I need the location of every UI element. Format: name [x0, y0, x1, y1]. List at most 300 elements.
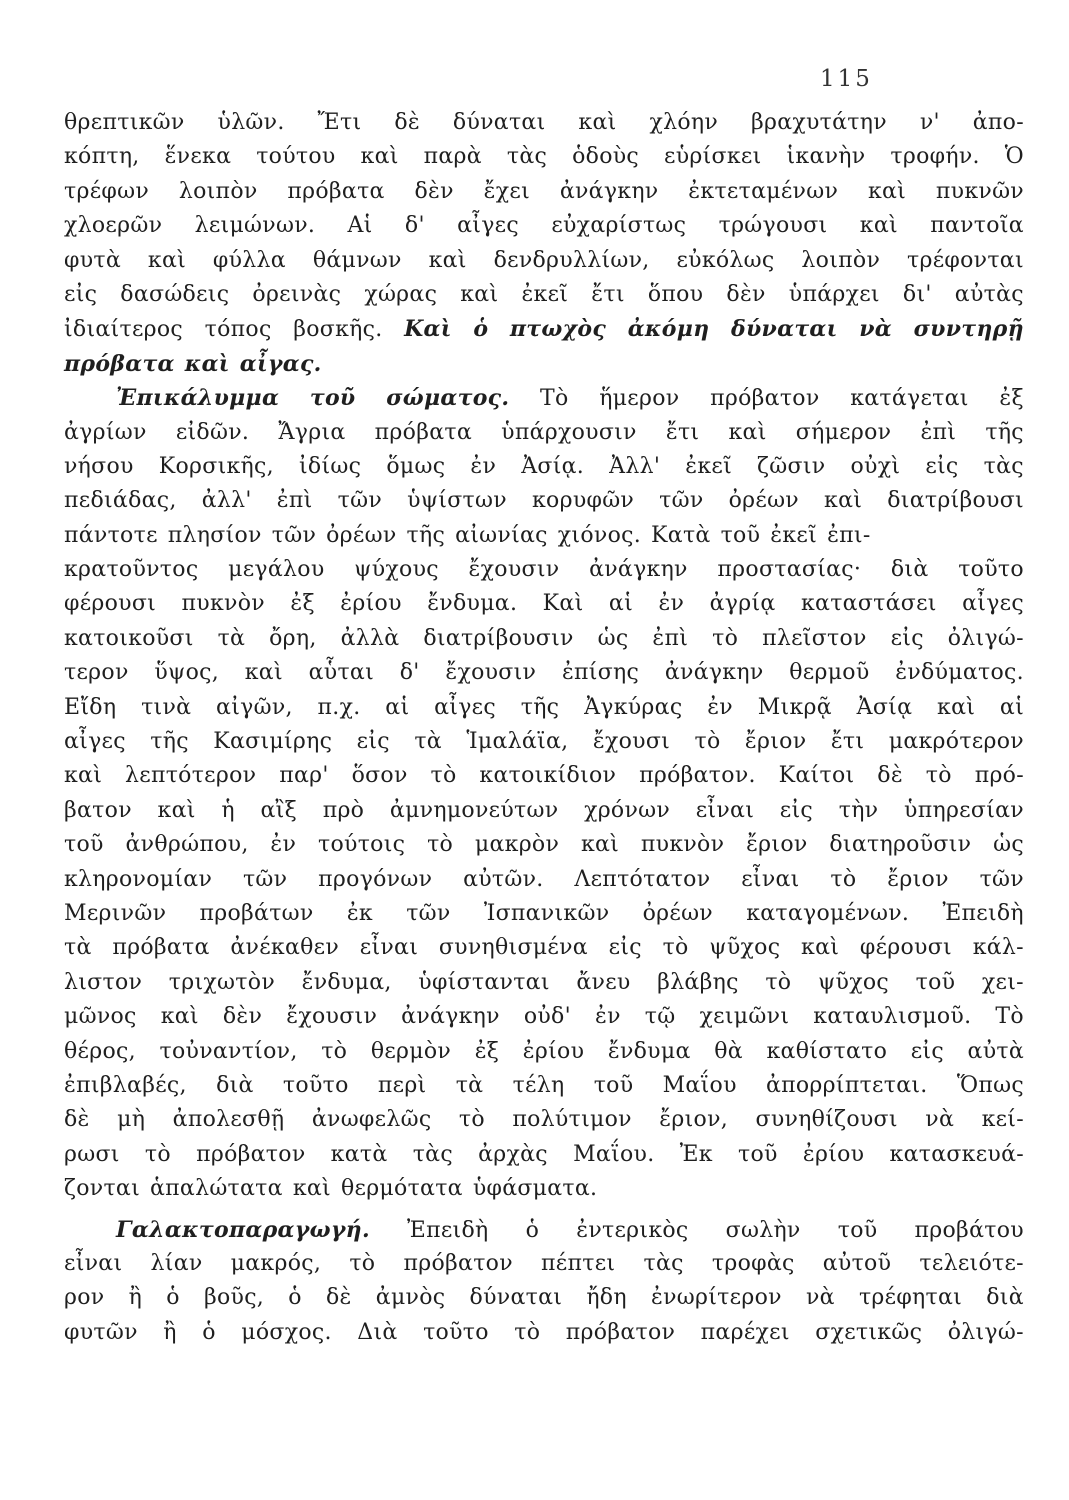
word: ὀρέων: [642, 900, 713, 926]
word: τὰς: [506, 144, 548, 170]
word: αἱ: [385, 694, 410, 720]
word: ὅμως: [386, 453, 446, 479]
word: τούτου: [256, 144, 336, 170]
text-line: [64, 1172, 1024, 1206]
word: ἐπὶ: [276, 488, 313, 514]
word: νὰ: [925, 1107, 955, 1133]
word: πλησίον: [167, 522, 262, 548]
word: καὶ: [578, 110, 617, 135]
word: ὀλιγώ-: [947, 625, 1024, 651]
text-line: [64, 416, 1024, 450]
word: συνηθίζουσι: [755, 1107, 898, 1133]
word: τῶν: [337, 488, 383, 514]
word: ἔριον: [746, 832, 808, 858]
word: τὰ: [217, 625, 246, 651]
word: αἶγες: [457, 213, 519, 239]
word: κάλ-: [972, 935, 1024, 961]
word: ἰδίως: [299, 453, 362, 479]
word: χειμῶνι: [699, 1004, 790, 1030]
word: τοῦ: [720, 522, 761, 548]
word: ἐντερικὸς: [576, 1217, 689, 1243]
word: ἐξ: [290, 591, 315, 617]
word: δὲν: [726, 281, 766, 307]
text-line: [64, 828, 1024, 862]
word: ἐκ: [346, 900, 373, 926]
bold-word: σώματος.: [386, 385, 510, 412]
page-number: 115: [820, 66, 873, 92]
word: κατοικοῦσι: [64, 625, 194, 651]
bold-word: πρόβατα: [64, 350, 175, 377]
word: φυτὰ: [64, 247, 122, 273]
word: αὗται: [308, 660, 374, 686]
bold-word: ὁ: [473, 316, 489, 343]
word: θάμνων: [312, 247, 402, 273]
word: ἤδη: [586, 1285, 627, 1311]
word: ἐν: [270, 832, 297, 858]
word: Ἄγρια: [278, 419, 346, 445]
word: τὸ: [430, 763, 457, 789]
word: καὶ: [801, 935, 840, 961]
word: τέλη: [512, 1072, 565, 1098]
word: Διὰ: [357, 1319, 398, 1345]
word: συνηθισμένα: [438, 935, 588, 961]
word: αἱ: [999, 694, 1024, 720]
word: προβάτου: [914, 1217, 1024, 1243]
word: ἢ: [163, 1319, 177, 1345]
word: τρέφηται: [858, 1285, 963, 1311]
word: χρόνων: [584, 797, 671, 823]
word: καθίστατο: [766, 1038, 888, 1064]
word: φυτῶν: [64, 1319, 138, 1345]
word: αὐτοῦ: [822, 1250, 892, 1276]
word: ἔριον: [744, 729, 807, 755]
word: ὁ: [525, 1217, 540, 1243]
text-line: [64, 691, 1024, 725]
bold-word: συντηρῇ: [913, 316, 1024, 343]
word: χώρας: [364, 281, 438, 307]
text-line: [64, 587, 1024, 621]
word: ἀνέκαθεν: [230, 935, 340, 961]
word: Ἔτι: [317, 110, 362, 135]
word: μακρὸν: [474, 832, 560, 858]
body-text: [64, 106, 1024, 1350]
word: νὰ: [805, 1285, 835, 1311]
word: ἀμνὸς: [375, 1285, 446, 1311]
word: κορυφῶν: [531, 488, 635, 514]
word: κεί-: [981, 1107, 1024, 1133]
text-line: [64, 553, 1024, 587]
word: κατὰ: [330, 1141, 388, 1167]
word: σήμερον: [795, 419, 892, 445]
word: ἔτι: [830, 729, 865, 755]
word: αἶγες: [434, 694, 496, 720]
word: βατον: [64, 797, 132, 823]
word: εὐχαρίστως: [551, 213, 687, 239]
word: ὀρέων: [326, 522, 397, 548]
text-line: [64, 450, 1024, 484]
word: τὸ: [321, 1038, 348, 1064]
word: κρατοῦντος: [64, 557, 199, 583]
bold-word: Γαλακτοπαραγωγή.: [116, 1216, 370, 1243]
word: πρόβατα: [374, 419, 473, 445]
text-line: [64, 519, 1024, 553]
word: ἕνεκα: [164, 144, 232, 170]
word: αὐτῶν.: [463, 866, 544, 892]
word: καταυλισμοῦ.: [813, 1004, 972, 1030]
word: Τὸ: [995, 1004, 1024, 1030]
text-line: [64, 966, 1024, 1000]
word: ἐπι-: [827, 522, 871, 548]
word: λιστον: [64, 969, 143, 995]
word: Κασιμίρης: [213, 729, 333, 755]
word: ἐπὶ: [920, 419, 957, 445]
word: κόπτη,: [64, 144, 140, 170]
word: τῶν: [659, 488, 704, 514]
word: χλοερῶν: [64, 213, 163, 239]
word: αὐτὰς: [954, 281, 1024, 307]
text-line: [64, 1035, 1024, 1069]
word: ἰδιαίτερος: [64, 317, 184, 343]
word: διὰ: [986, 1285, 1024, 1311]
word: τοῦ: [915, 969, 956, 995]
word: παρ': [279, 763, 329, 789]
word: κατασκευά-: [889, 1141, 1024, 1167]
word: τῶν: [242, 866, 288, 892]
bold-word: καὶ: [184, 350, 230, 377]
word: βραχυτάτην: [750, 110, 887, 135]
word: ἀνωφελῶς: [311, 1107, 432, 1133]
word: διατηροῦσιν: [829, 832, 972, 858]
word: ἐξ: [474, 1038, 500, 1064]
word: Μαΐου.: [573, 1141, 655, 1167]
word: διὰ: [216, 1072, 254, 1098]
word: τρέφων: [64, 178, 150, 204]
word: καὶ: [147, 247, 187, 273]
word: ὑπηρεσίαν: [904, 797, 1024, 823]
word: Αἱ: [347, 213, 373, 239]
word: πρόβατον.: [639, 763, 756, 789]
word: ψῦχος: [709, 935, 781, 961]
word: ἐπιβλαβές,: [64, 1072, 187, 1098]
word: εἶναι: [359, 935, 419, 961]
word: μακρός,: [230, 1250, 322, 1276]
word: καταγομένων.: [746, 900, 910, 926]
word: ἐρίου: [522, 1038, 585, 1064]
word: ὀρεινὰς: [252, 281, 342, 307]
word: ἀνάγκην: [401, 1004, 500, 1030]
word: τὰς: [983, 453, 1024, 479]
word: εἰς: [890, 625, 924, 651]
word: περὶ: [377, 1072, 427, 1098]
text-line: [64, 931, 1024, 965]
word: φέρουσι: [64, 591, 157, 617]
bold-word: πτωχὸς: [509, 316, 607, 343]
word: Ἀσίᾳ.: [521, 453, 585, 479]
text-line: [64, 1000, 1024, 1034]
word: φύλλα: [212, 247, 286, 273]
word: καὶ: [824, 488, 863, 514]
word: δὲ: [394, 110, 420, 135]
word: πλεῖστον: [762, 625, 867, 651]
word: κατάγεται: [850, 386, 969, 412]
word: μῶνος: [64, 1004, 137, 1030]
word: Ἱμαλάϊα,: [466, 729, 569, 755]
word: ἔριον,: [659, 1107, 729, 1133]
word: Μαΐου: [662, 1072, 737, 1098]
text-line: [64, 312, 1024, 346]
word: τόπος: [204, 317, 272, 343]
word: ἀπορρίπτεται.: [765, 1072, 928, 1098]
text-line: [64, 1316, 1024, 1350]
word: κληρονομίαν: [64, 866, 213, 892]
word: λειμώνων.: [194, 213, 316, 239]
word: τὰς: [412, 1141, 453, 1167]
word: τὸ: [349, 1250, 376, 1276]
word: δὲ: [64, 1107, 90, 1133]
word: θρεπτικῶν: [64, 110, 185, 135]
word: αἶγες: [962, 591, 1024, 617]
word: ὀλιγώ-: [947, 1319, 1024, 1345]
word: διατρίβουσιν: [423, 625, 574, 651]
word: δὲν: [222, 1004, 263, 1030]
word: ἐρίου: [340, 591, 402, 617]
word: θερμοῦ: [789, 660, 870, 686]
word: ὀρέων: [728, 488, 799, 514]
word: διὰ: [890, 557, 929, 583]
word: Κορσικῆς,: [158, 453, 274, 479]
word: ὁ: [166, 1285, 180, 1311]
word: τὰ: [414, 729, 442, 755]
word: προβάτων: [199, 900, 314, 926]
word: ἐν: [470, 453, 497, 479]
word: πυκνὸν: [640, 832, 725, 858]
word: τινὰ: [141, 694, 192, 720]
word: ζῶσιν: [757, 453, 826, 479]
word: Ἰσπανικῶν: [483, 900, 610, 926]
word: μεγάλου: [228, 557, 325, 583]
text-line: [64, 381, 1024, 415]
word: ὕψος,: [154, 660, 220, 686]
word: Τὸ: [540, 386, 569, 412]
word: Ἀγκύρας: [584, 694, 683, 720]
word: τρέφονται: [907, 247, 1024, 273]
word: δύναται: [452, 110, 546, 135]
word: ὑφάσματα.: [472, 1176, 598, 1202]
word: πυκνῶν: [935, 178, 1024, 204]
word: Μερινῶν: [64, 900, 167, 926]
word: ἀνθρώπου,: [125, 832, 249, 858]
word: τὸ: [765, 969, 792, 995]
word: λίαν: [150, 1250, 203, 1276]
word: εἰς: [910, 1038, 944, 1064]
word: χλόην: [649, 110, 719, 135]
word: τοῦτο: [423, 1319, 489, 1345]
word: ὑφίστανται: [418, 969, 550, 995]
word: Ἐπειδὴ: [407, 1217, 489, 1243]
word: τῆς: [150, 729, 189, 755]
word: κατοικίδιον: [479, 763, 617, 789]
word: καὶ: [428, 247, 467, 273]
word: αὐτὰ: [967, 1038, 1024, 1064]
word: τροφὰς: [711, 1250, 795, 1276]
word: θερμὸν: [370, 1038, 452, 1064]
text-line: [64, 725, 1024, 759]
word: εὐκόλως: [676, 247, 775, 273]
word: λεπτότερον: [125, 763, 257, 789]
word: τὸ: [662, 935, 689, 961]
word: πρόβατα: [287, 178, 385, 204]
word: ἐκεῖ: [521, 281, 569, 307]
word: βοῦς,: [203, 1285, 265, 1311]
word: ἀνάγκην: [589, 557, 688, 583]
word: τὸ: [458, 1107, 485, 1133]
word: λοιπὸν: [801, 247, 881, 273]
word: αἶγες: [64, 729, 126, 755]
word: ὑπάρχει: [788, 281, 880, 307]
word: εἰς: [356, 729, 390, 755]
text-line: [64, 1213, 1024, 1247]
word: ρον: [64, 1285, 105, 1311]
word: ἁπαλώτατα: [150, 1176, 283, 1202]
word: ἔνδυμα.: [427, 591, 518, 617]
word: θὰ: [714, 1038, 743, 1064]
word: τοῦτο: [958, 557, 1024, 583]
text-line: [64, 244, 1024, 278]
word: Εἴδη: [64, 694, 117, 720]
word: ἐνωρίτερον: [650, 1285, 782, 1311]
word: εἶναι: [741, 866, 800, 892]
word: ὡς: [597, 625, 629, 651]
word: διατρίβουσι: [887, 488, 1024, 514]
text-line: [64, 209, 1024, 243]
word: χει-: [981, 969, 1024, 995]
word: δὲν: [414, 178, 454, 204]
word: δασώδεις: [120, 281, 230, 307]
text-line: [64, 622, 1024, 656]
bold-word: νὰ: [859, 316, 893, 343]
bold-word: αἶγας.: [239, 350, 322, 377]
word: οὐχὶ: [850, 453, 901, 479]
word: τοῦ: [837, 1217, 878, 1243]
word: ψύχους: [354, 557, 439, 583]
word: πρό-: [974, 763, 1024, 789]
word: ἀρχὰς: [478, 1141, 548, 1167]
word: μακρότερον: [888, 729, 1024, 755]
word: εἰς: [925, 453, 959, 479]
word: εἶναι: [695, 797, 755, 823]
word: ὅσον: [351, 763, 408, 789]
word: Ἀσίᾳ: [856, 694, 913, 720]
text-line: [64, 1069, 1024, 1103]
word: τὸ: [427, 832, 454, 858]
word: εἰς: [64, 281, 98, 307]
word: Ὅπως: [956, 1072, 1024, 1098]
word: ὑπάρχουσιν: [501, 419, 637, 445]
word: ἐν: [658, 591, 685, 617]
word: ἔχουσιν: [468, 557, 560, 583]
word: τοὐναντίον,: [159, 1038, 298, 1064]
word: Καίτοι: [778, 763, 855, 789]
word: τῶν: [271, 522, 317, 548]
word: θέρος,: [64, 1038, 136, 1064]
word: εἰς: [608, 935, 642, 961]
word: τὸ: [514, 1319, 541, 1345]
word: πεδιάδας,: [64, 488, 177, 514]
text-line: [64, 1281, 1024, 1315]
word: ἐρίου: [802, 1141, 865, 1167]
bold-word: δύναται: [731, 316, 838, 343]
word: καὶ: [580, 832, 620, 858]
word: τὰ: [455, 1072, 484, 1098]
word: δὲ: [877, 763, 903, 789]
word: πρόβατον: [565, 1319, 676, 1345]
word: εἰδῶν.: [175, 419, 250, 445]
word: ἥμερον: [599, 386, 680, 412]
text-line: [64, 484, 1024, 518]
word: καταστάσει: [800, 591, 937, 617]
word: ἐνδύματος.: [895, 660, 1024, 686]
word: τελειότε-: [919, 1250, 1024, 1276]
word: Καὶ: [542, 591, 584, 617]
word: θερμότατα: [340, 1176, 463, 1202]
bold-word: τοῦ: [309, 385, 356, 412]
word: καὶ: [244, 660, 283, 686]
text-line: [64, 140, 1024, 174]
word: τούτοις: [318, 832, 406, 858]
word: ἡ: [221, 797, 235, 823]
word: τῆς: [406, 522, 446, 548]
word: ὄρη,: [269, 625, 317, 651]
word: καὶ: [937, 694, 976, 720]
text-line: [64, 897, 1024, 931]
word: εἰς: [779, 797, 814, 823]
word: ὑψίστων: [407, 488, 507, 514]
word: ἀνάγκην: [559, 178, 659, 204]
word: ζονται: [64, 1176, 140, 1202]
word: ἐν: [707, 694, 733, 720]
word: τῶν: [406, 900, 451, 926]
word: καὶ: [160, 1004, 199, 1030]
word: ἀγρίων: [64, 419, 147, 445]
word: καὶ: [728, 419, 767, 445]
word: ἀλλ': [201, 488, 252, 514]
word: τὸ: [830, 866, 857, 892]
word: τῶν: [979, 866, 1024, 892]
word: ἐκεῖ: [685, 453, 732, 479]
bold-word: ἀκόμη: [627, 316, 710, 343]
word: ἀπολεσθῇ: [172, 1107, 285, 1133]
word: καὶ: [867, 178, 907, 204]
word: ἐκεῖ: [770, 522, 818, 548]
word: ἐν: [594, 1004, 621, 1030]
word: τὸ: [712, 625, 739, 651]
word: χιόνος.: [557, 522, 642, 548]
word: τριχωτὸν: [168, 969, 275, 995]
word: σωλὴν: [725, 1217, 801, 1243]
word: ἔτι: [591, 281, 625, 307]
word: ὁ: [202, 1319, 216, 1345]
word: τρώγουσι: [718, 213, 828, 239]
word: προγόνων: [318, 866, 433, 892]
word: τὴν: [838, 797, 879, 823]
text-line: [64, 656, 1024, 690]
word: καὶ: [360, 144, 399, 170]
word: ἔνδυμα: [607, 1038, 691, 1064]
word: πυκνὸν: [181, 591, 265, 617]
text-line: [64, 1103, 1024, 1137]
word: μὴ: [117, 1107, 146, 1133]
word: τοῦτο: [282, 1072, 349, 1098]
